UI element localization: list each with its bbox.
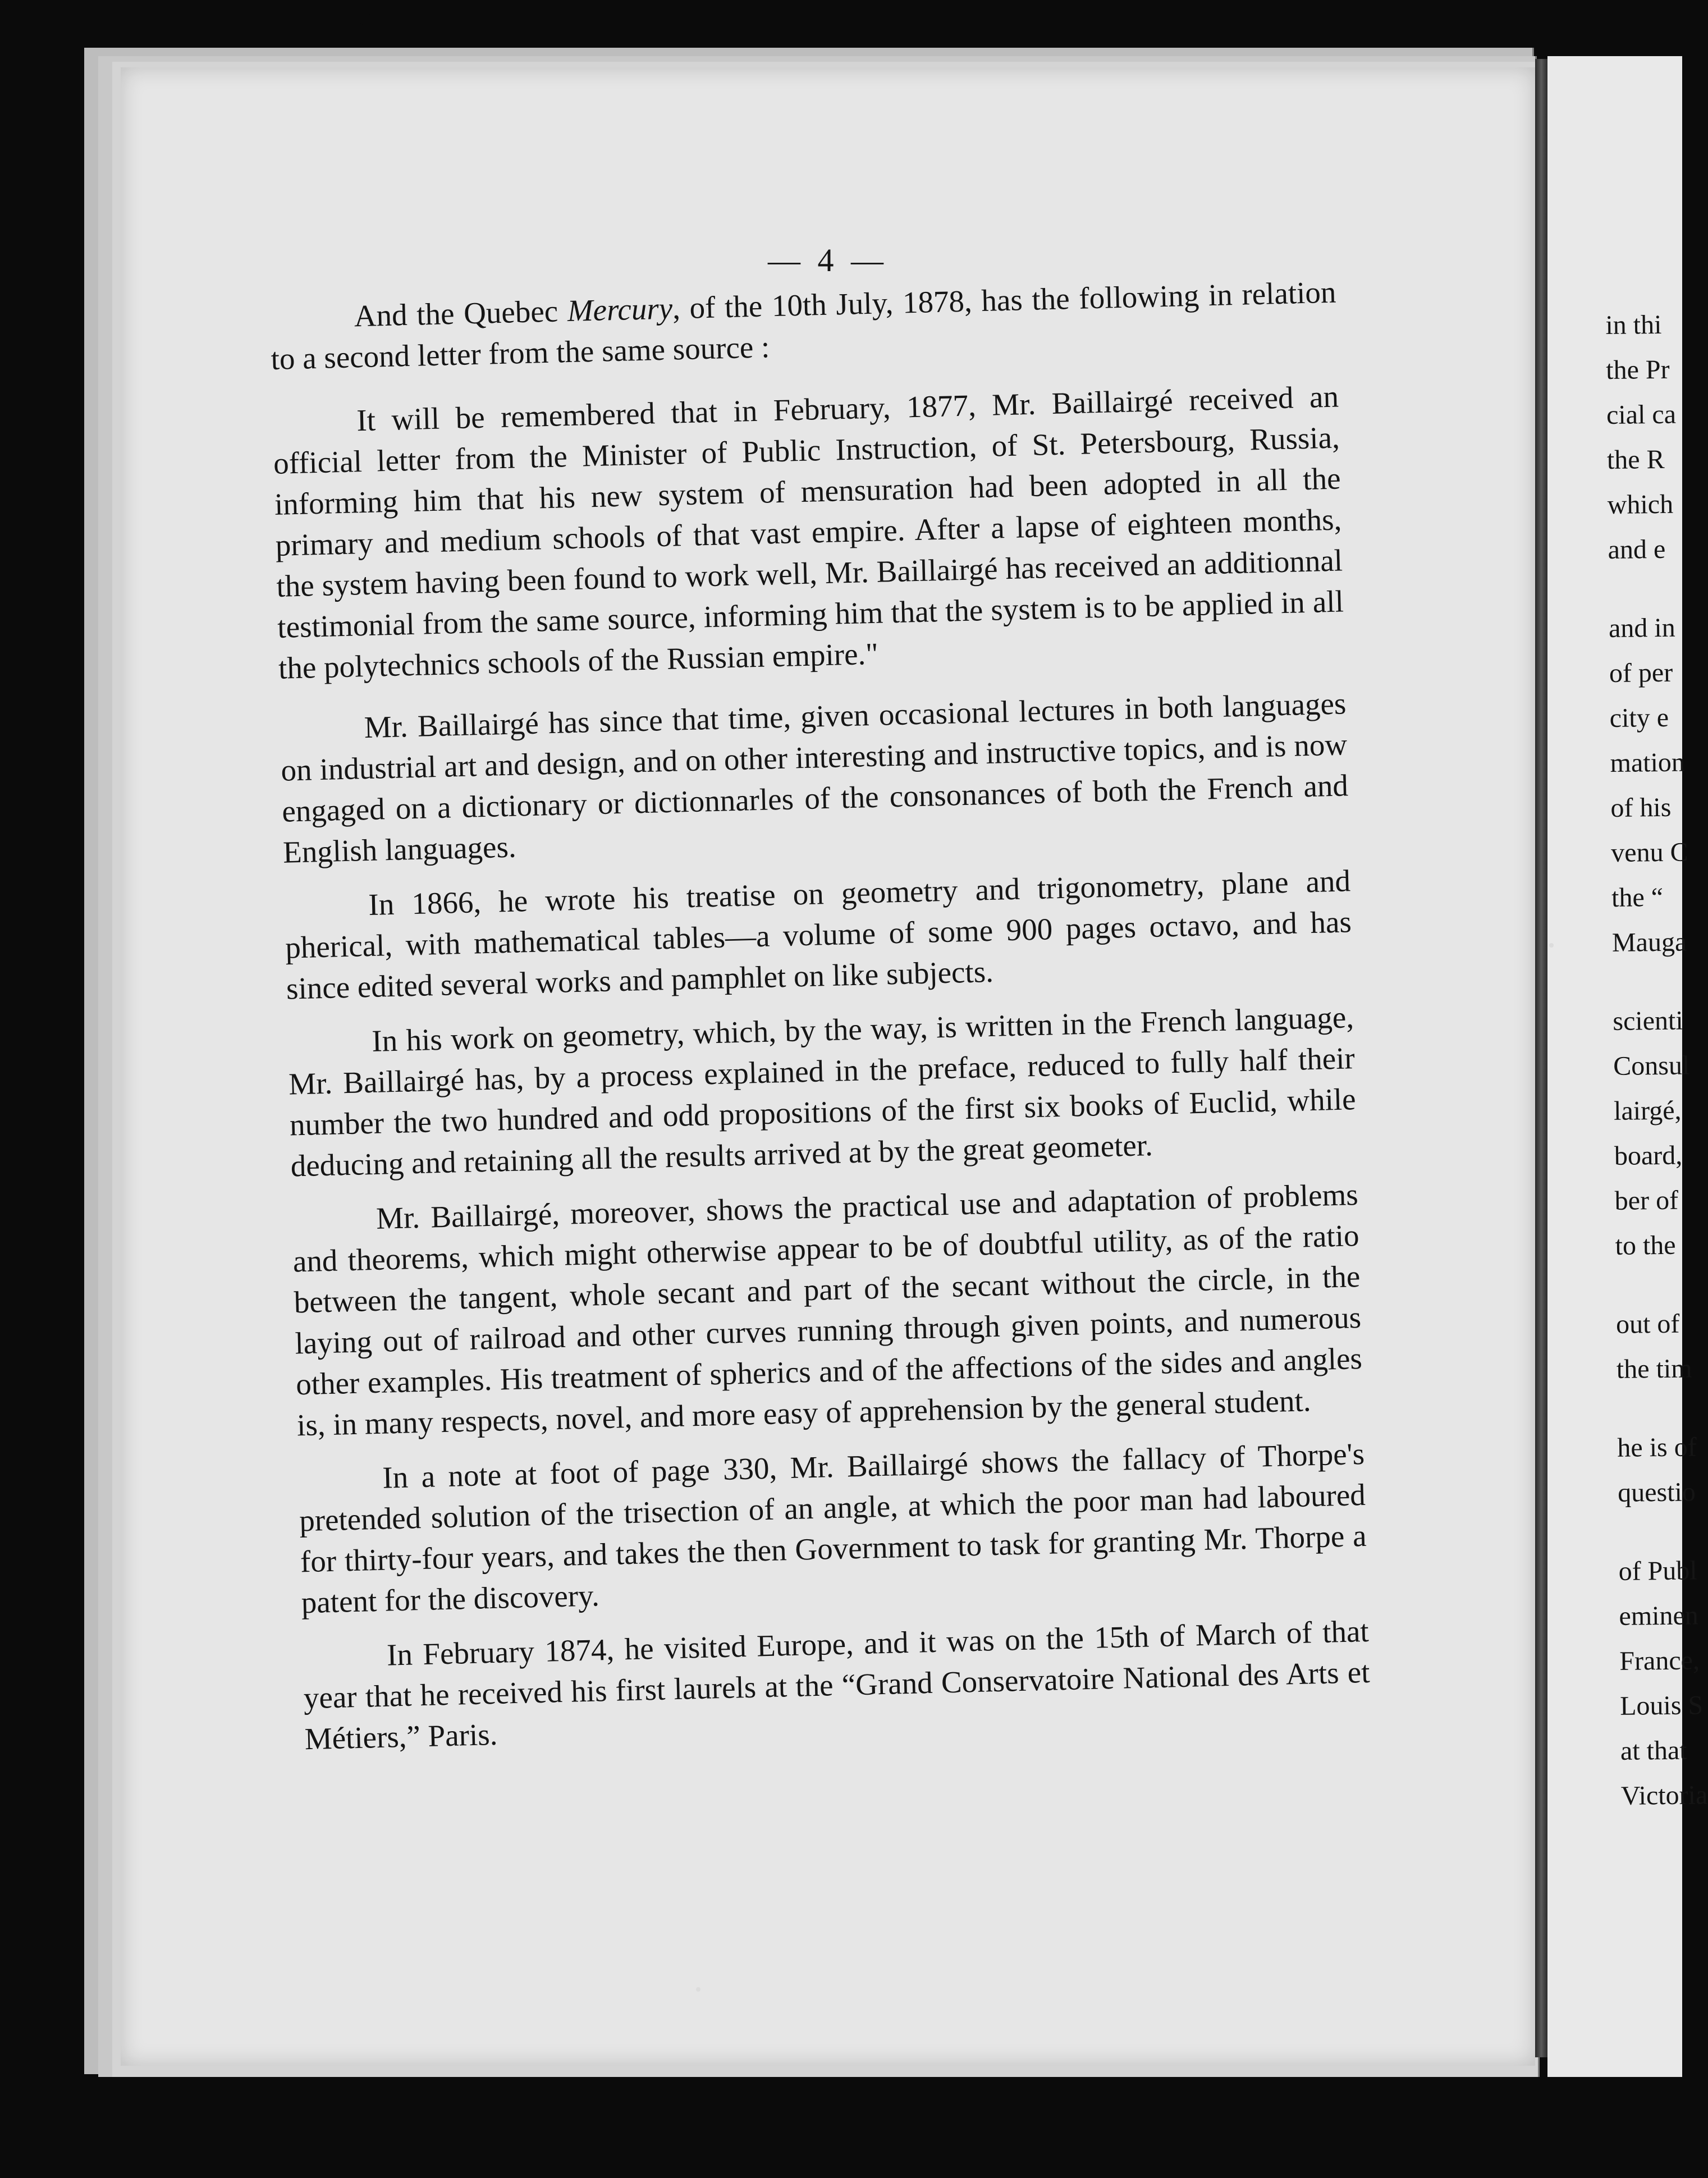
facing-page-line: the tim — [1616, 1353, 1692, 1384]
facing-page-line: the R — [1606, 444, 1665, 475]
paragraph: Mr. Baillairgé, moreover, shows the practical use and adaptation of problems and theorems, which might otherwise appear to be of doubtful utility, as of the ratio between the tangent, whole secant and part of the secant without the circle, in the laying out of railroad and other curves running through given points, and numerous other examples. His treatment of spherics and of the affections of the sides and angles is, in many respects, novel, and more easy of apprehension by the general student. — [292, 1177, 1363, 1443]
facing-page-line: and e — [1608, 534, 1666, 565]
facing-page-line: cial ca — [1606, 399, 1677, 430]
dust-speck — [696, 1987, 700, 1992]
newspaper-title: Mercury — [567, 291, 673, 328]
paragraph: In 1866, he wrote his treatise on geometry and trigonometry, plane and pherical, with mathematical tables—a volume of some 900 pages octavo, and has since edited several works and pamphlet on like subjects. — [285, 863, 1352, 1006]
facing-page-line: Consul — [1613, 1050, 1690, 1081]
facing-page-line: Louis S — [1619, 1690, 1704, 1721]
facing-page-line: board, — [1614, 1140, 1683, 1171]
facing-page-line: Mauga — [1611, 927, 1687, 958]
line-gap — [1617, 1391, 1696, 1425]
book-gutter — [1535, 59, 1547, 2057]
paragraph: In February 1874, he visited Europe, and it was on the 15th of March of that year that he received his first laurels at the “Grand Conservatoire National des Arts et Métiers,” Paris. — [303, 1613, 1371, 1756]
facing-page-line: to the — [1615, 1230, 1676, 1261]
line-gap — [1618, 1514, 1697, 1549]
facing-page-line: eminen — [1619, 1600, 1699, 1631]
dust-speck — [1549, 943, 1554, 948]
page-number: — 4 — — [768, 242, 888, 278]
paragraph: In a note at foot of page 330, Mr. Baillairgé shows the fallacy of Thorpe's pretended solution of the trisection of an angle, at which the poor man had laboured for thirty-four years, and takes the then Government to task for granting Mr. Thorpe a patent for the discovery. — [299, 1436, 1367, 1620]
line-gap — [1612, 964, 1691, 999]
pen-stroke-mark — [359, 0, 396, 25]
paragraph-text: And the Quebec — [354, 294, 568, 333]
facing-page-line: of per — [1609, 657, 1673, 688]
paragraph-text: , of the 10th July, 1878, has the following in relation to a second letter from the same source : — [270, 274, 1337, 376]
line-gap — [1615, 1268, 1695, 1302]
facing-page-line: Victoria — [1620, 1780, 1708, 1811]
facing-page-line: out of — [1615, 1308, 1680, 1339]
facing-page-line: city e — [1609, 702, 1669, 733]
facing-page-line: mation — [1610, 747, 1686, 778]
facing-page-line: the “ — [1611, 882, 1664, 913]
facing-page-line: which — [1607, 489, 1674, 520]
facing-page-line: he is of — [1617, 1432, 1697, 1463]
facing-page-line: France, — [1619, 1645, 1700, 1676]
facing-page-text — [1605, 303, 1708, 1819]
quoted-paragraph: It will be remembered that in February, 1877, Mr. Baillairgé received an official letter from the Minister of Public Instruction, of St. Petersbourg, Russia, informing him that his new system of mensuration had been adopted in all the primary and medium schools of that vast empire. After a lapse of eighteen months, the system having been found to work well, Mr. Baillairgé has received an additionnal testimonial from the same source, informing him that the system is to be applied in all the polytechnics schools of the Russian empire." — [273, 379, 1344, 685]
facing-page-line: in thi — [1605, 309, 1662, 340]
facing-page-line: questio — [1617, 1477, 1696, 1508]
facing-page-line: at that — [1620, 1735, 1687, 1766]
facing-page-line: lairgé, — [1613, 1095, 1682, 1126]
facing-page-line: venu C — [1610, 837, 1688, 868]
paragraph: Mr. Baillairgé has since that time, given occasional lectures in both languages on industrial art and design, and on other interesting and instructive topics, and is now engaged on a dictionary or dictionnarles of the consonances of both the French and English languages. — [280, 686, 1349, 870]
facing-page-line: scienti — [1613, 1005, 1683, 1036]
facing-page-line: of Publ — [1618, 1555, 1697, 1586]
facing-page-line: ber of — [1614, 1185, 1679, 1216]
facing-page-line: and in — [1608, 612, 1675, 643]
facing-page-line: of his — [1610, 792, 1672, 823]
facing-page-line: the Pr — [1605, 354, 1670, 385]
body-text — [269, 272, 1372, 1773]
line-gap — [1608, 572, 1687, 606]
paragraph: In his work on geometry, which, by the way, is written in the French language, Mr. Baillairgé has, by a process explained in the preface, reduced to fully half their number the two hundred and odd propositions of the first six books of Euclid, while deducing and retaining all the results arrived at by the great geometer. — [288, 1000, 1357, 1183]
